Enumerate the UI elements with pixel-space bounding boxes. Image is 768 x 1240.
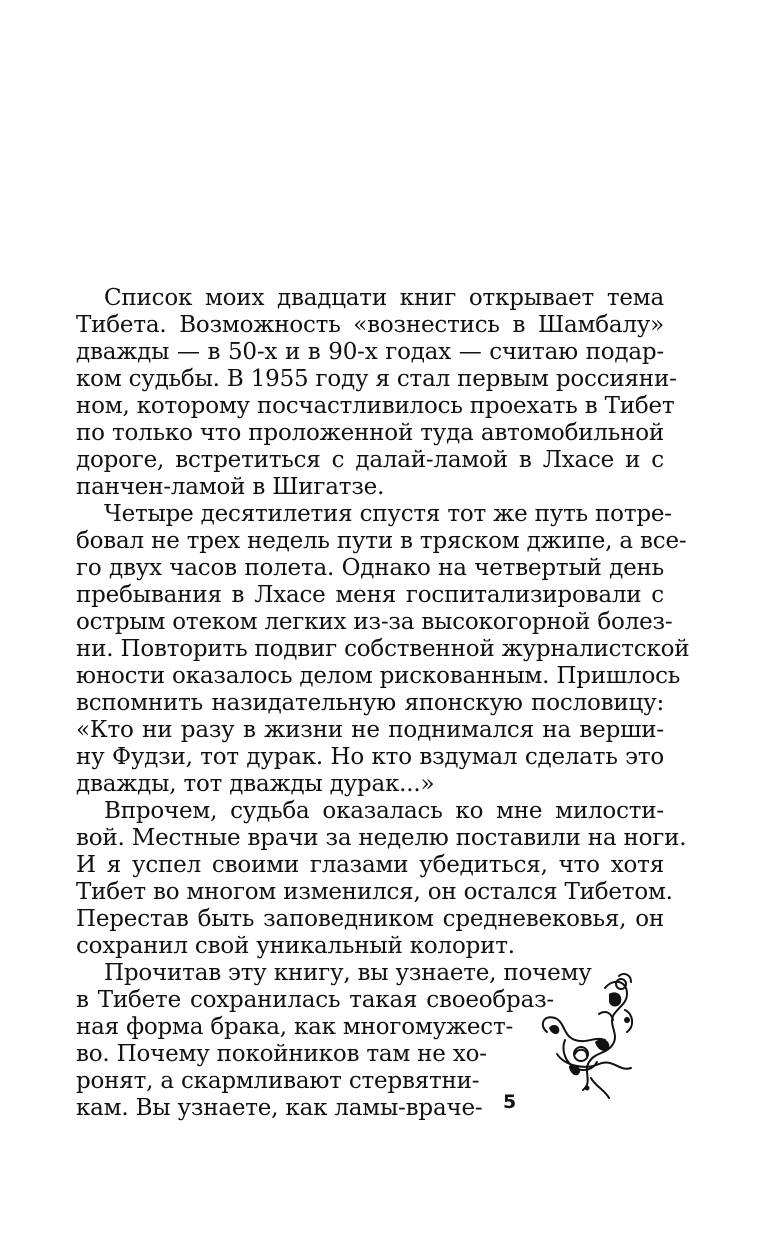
text-line: дороге, встретиться с далай-ламой в Лхасе и с	[76, 447, 664, 473]
text-line: кам. Вы узнаете, как ламы-враче-	[76, 1095, 483, 1121]
text-line: «Кто ни разу в жизни не поднимался на верши-	[76, 717, 664, 743]
text-line: И я успел своими глазами убедиться, что хотя	[76, 852, 664, 878]
text-line: Тибета. Возможность «вознестись в Шамбалу»	[76, 312, 664, 338]
ornamental-vignette-icon	[535, 970, 645, 1110]
text-line: Четыре десятилетия спустя тот же путь потре-	[104, 501, 672, 527]
text-line: дважды — в 50-х и в 90-х годах — считаю подар-	[76, 339, 664, 365]
text-line: дважды, тот дважды дурак...»	[76, 771, 435, 797]
page-number: 5	[503, 1091, 517, 1113]
text-line: пребывания в Лхасе меня госпитализировали с	[76, 582, 664, 608]
text-line: в Тибете сохранилась такая своеобраз-	[76, 987, 554, 1013]
text-line: Тибет во многом изменился, он остался Тибетом.	[76, 879, 673, 905]
text-line: Список моих двадцати книг открывает тема	[104, 285, 664, 311]
text-line: во. Почему покойников там не хо-	[76, 1041, 487, 1067]
text-line: го двух часов полета. Однако на четвертый день	[76, 555, 664, 581]
text-line: Впрочем, судьба оказалась ко мне милости-	[104, 798, 664, 824]
text-line: ронят, а скармливают стервятни-	[76, 1068, 480, 1094]
text-line: вспомнить назидательную японскую пословицу:	[76, 690, 664, 716]
text-line: бовал не трех недель пути в тряском джипе, а все-	[76, 528, 687, 554]
text-line: по только что проложенной туда автомобильной	[76, 420, 664, 446]
text-line: ком судьбы. В 1955 году я стал первым россияни-	[76, 366, 677, 392]
text-line: юности оказалось делом рискованным. Пришлось	[76, 663, 681, 689]
text-line: Прочитав эту книгу, вы узнаете, почему	[104, 960, 592, 986]
text-line: ная форма брака, как многомужест-	[76, 1014, 514, 1040]
text-line: панчен-ламой в Шигатзе.	[76, 474, 385, 500]
text-line: сохранил свой уникальный колорит.	[76, 933, 515, 959]
text-line: ном, которому посчастливилось проехать в Тибет	[76, 393, 675, 419]
text-line: ни. Повторить подвиг собственной журналистской	[76, 636, 690, 662]
text-line: Перестав быть заповедником средневековья, он	[76, 906, 664, 932]
text-line: острым отеком легких из-за высокогорной болез-	[76, 609, 673, 635]
text-line: ну Фудзи, тот дурак. Но кто вздумал сделать это	[76, 744, 664, 770]
text-line: вой. Местные врачи за неделю поставили на ноги.	[76, 825, 687, 851]
